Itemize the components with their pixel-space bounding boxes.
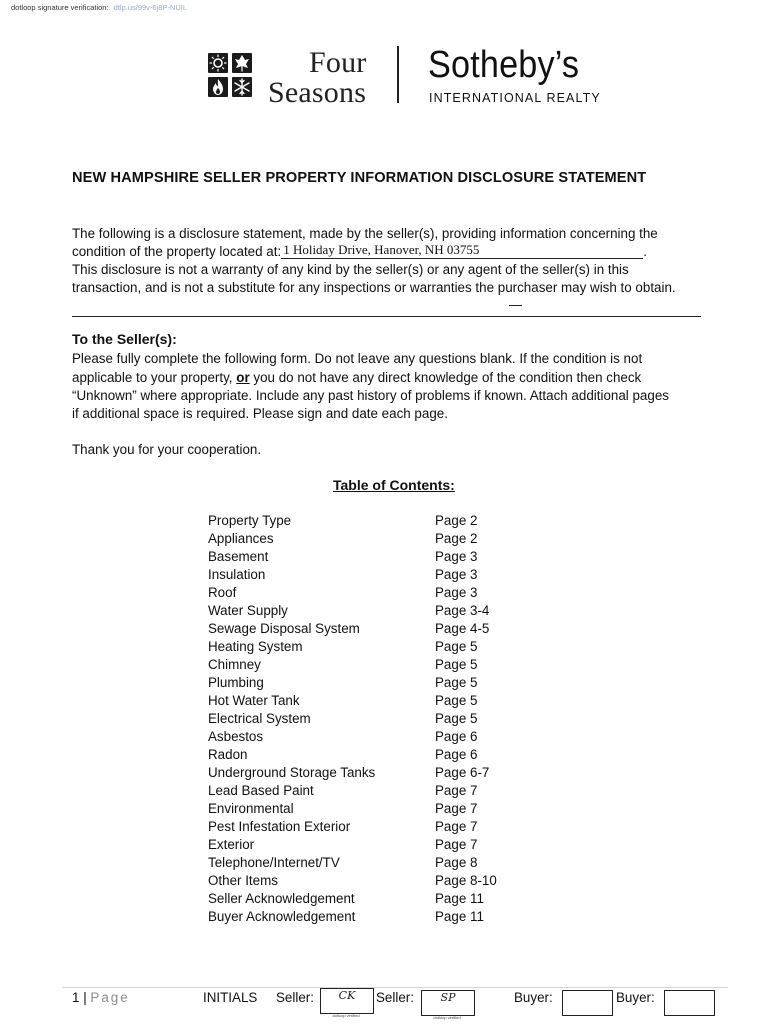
buyer-label-2: Buyer: (616, 990, 655, 1005)
toc-item-label: Plumbing (208, 675, 264, 690)
toc-item-label: Buyer Acknowledgement (208, 909, 356, 924)
toc-row (208, 872, 508, 890)
toc-item-label: Seller Acknowledgement (208, 891, 355, 906)
toc-item-label: Hot Water Tank (208, 693, 300, 708)
toc-item-label: Exterior (208, 837, 255, 852)
toc-row (208, 692, 508, 710)
signature-verification (11, 3, 187, 12)
thanks-text: Thank you for your cooperation. (72, 442, 262, 457)
verification-link[interactable]: dtlp.us/99v-6j8P-NUIL (113, 3, 188, 12)
toc-item-label: Lead Based Paint (208, 783, 314, 798)
toc-item-page: Page 5 (435, 639, 478, 654)
toc-row (208, 836, 508, 854)
logo-four: Four (309, 46, 367, 79)
toc-row (208, 746, 508, 764)
section-divider (72, 316, 701, 317)
toc-item-page: Page 8-10 (435, 873, 497, 888)
toc-row (208, 602, 508, 620)
toc-item-page: Page 3 (435, 549, 478, 564)
page-word: Page (90, 990, 130, 1005)
intro-line-2-suffix: . (643, 244, 647, 259)
document-title: NEW HAMPSHIRE SELLER PROPERTY INFORMATION DISCLOSURE STATEMENT (72, 170, 647, 186)
toc-item-page: Page 5 (435, 657, 478, 672)
toc-item-page: Page 2 (435, 531, 478, 546)
toc-item-label: Sewage Disposal System (208, 621, 360, 636)
instr-line-1: Please fully complete the following form. Do not leave any questions blank. If the condition is not (72, 351, 643, 366)
property-address-value: 1 Holiday Drive, Hanover, NH 03755 (283, 242, 480, 257)
toc-item-page: Page 6 (435, 729, 478, 744)
toc-row (208, 908, 508, 926)
toc-item-label: Radon (208, 747, 248, 762)
seller-1-verified-note: dotloop verified (332, 1013, 360, 1018)
toc-row (208, 656, 508, 674)
toc-item-page: Page 4-5 (435, 621, 490, 636)
toc-item-label: Pest Infestation Exterior (208, 819, 351, 834)
verification-label: dotloop signature verification: (11, 3, 109, 12)
toc-item-label: Asbestos (208, 729, 264, 744)
toc-row (208, 710, 508, 728)
toc-item-label: Roof (208, 585, 237, 600)
sun-icon (208, 53, 228, 73)
toc-item-page: Page 6-7 (435, 765, 490, 780)
toc-item-label: Appliances (208, 531, 274, 546)
page-separator: | (83, 990, 87, 1005)
intro-line-2 (72, 243, 647, 261)
seller-label-2: Seller: (376, 990, 414, 1005)
brand-logo (0, 40, 770, 120)
seller-label-1: Seller: (276, 990, 314, 1005)
toc-item-label: Property Type (208, 513, 292, 528)
toc-row (208, 674, 508, 692)
seller-initials-box-1[interactable] (320, 988, 374, 1014)
toc-item-label: Telephone/Internet/TV (208, 855, 340, 870)
toc-item-label: Environmental (208, 801, 294, 816)
toc-item-page: Page 3-4 (435, 603, 490, 618)
logo-seasons: Seasons (268, 76, 367, 109)
toc-row (208, 854, 508, 872)
toc-item-page: Page 11 (435, 891, 484, 906)
toc-row (208, 512, 508, 530)
flame-icon (208, 77, 228, 97)
instr-or-emphasis: or (236, 370, 250, 385)
toc-item-page: Page 5 (435, 675, 478, 690)
toc-item-page: Page 5 (435, 711, 478, 726)
toc-row (208, 782, 508, 800)
toc-item-page: Page 7 (435, 837, 478, 852)
toc-item-label: Electrical System (208, 711, 311, 726)
toc-item-label: Water Supply (208, 603, 288, 618)
instr-line-2-prefix: applicable to your property, (72, 370, 233, 385)
toc-item-page: Page 3 (435, 567, 478, 582)
toc-item-page: Page 6 (435, 747, 478, 762)
logo-subtitle: INTERNATIONAL REALTY (429, 91, 601, 105)
intro-line-2-prefix: condition of the property located at: (72, 244, 282, 259)
toc-item-page: Page 11 (435, 909, 484, 924)
leaf-icon (232, 53, 252, 73)
instr-line-4: if additional space is required. Please sign and date each page. (72, 406, 448, 421)
instr-line-2 (72, 369, 641, 387)
toc-item-label: Heating System (208, 639, 303, 654)
toc-item-label: Underground Storage Tanks (208, 765, 376, 780)
buyer-initials-box-1[interactable] (562, 990, 613, 1016)
small-dash (509, 305, 522, 306)
instr-line-3: “Unknown” where appropriate. Include any past history of problems if known. Attach additional pages (72, 388, 669, 403)
toc-item-label: Chimney (208, 657, 261, 672)
intro-line-3: This disclosure is not a warranty of any kind by the seller(s) or any agent of the seller(s) in this (72, 262, 629, 277)
four-seasons-icons (208, 53, 254, 99)
toc-title: Table of Contents: (333, 477, 455, 493)
to-sellers-heading: To the Seller(s): (72, 331, 177, 347)
toc-row (208, 764, 508, 782)
toc-item-page: Page 7 (435, 819, 478, 834)
toc-item-page: Page 7 (435, 783, 478, 798)
toc-item-label: Other Items (208, 873, 278, 888)
initials-label: INITIALS (203, 990, 258, 1005)
toc-item-page: Page 3 (435, 585, 478, 600)
toc-row (208, 818, 508, 836)
toc-row (208, 566, 508, 584)
footer-divider (62, 987, 728, 988)
table-of-contents (208, 512, 508, 926)
seller-initials-2: SP (440, 991, 456, 1004)
toc-row (208, 584, 508, 602)
buyer-label-1: Buyer: (514, 990, 553, 1005)
toc-item-page: Page 8 (435, 855, 478, 870)
toc-item-label: Basement (208, 549, 269, 564)
toc-row (208, 530, 508, 548)
toc-item-page: Page 5 (435, 693, 478, 708)
page-number: 1 (72, 990, 80, 1005)
seller-2-verified-note: dotloop verified (433, 1015, 461, 1020)
seller-initials-1: CK (338, 989, 356, 1002)
toc-row (208, 728, 508, 746)
toc-item-label: Insulation (208, 567, 266, 582)
seller-initials-box-2[interactable] (421, 990, 475, 1016)
page-indicator (72, 990, 130, 1005)
toc-row (208, 638, 508, 656)
property-address-field[interactable] (281, 244, 643, 259)
toc-row (208, 620, 508, 638)
toc-row (208, 890, 508, 908)
toc-item-page: Page 7 (435, 801, 478, 816)
intro-line-1: The following is a disclosure statement, made by the seller(s), providing information concerning the (72, 226, 658, 241)
toc-row (208, 548, 508, 566)
instr-line-2-suffix: you do not have any direct knowledge of the condition then check (253, 370, 642, 385)
buyer-initials-box-2[interactable] (664, 990, 715, 1016)
logo-divider (397, 46, 399, 103)
logo-brand: Sotheby’s (428, 44, 580, 86)
toc-item-page: Page 2 (435, 513, 478, 528)
toc-row (208, 800, 508, 818)
snowflake-icon (232, 77, 252, 97)
intro-line-4: transaction, and is not a substitute for any inspections or warranties the purchaser may wish to obtain. (72, 280, 676, 295)
